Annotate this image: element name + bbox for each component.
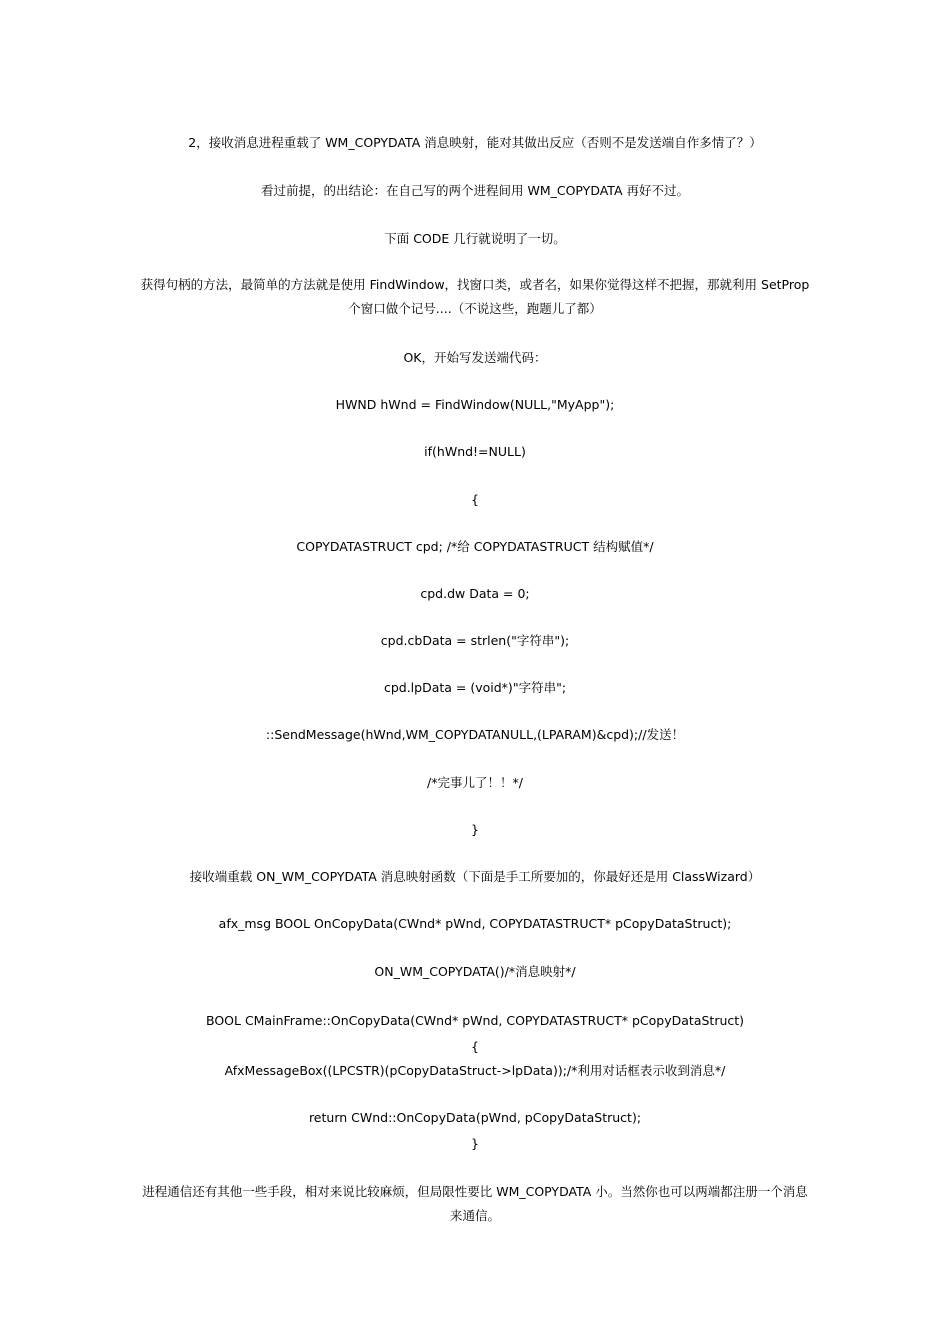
text-paragraph-get-handle: 获得句柄的方法，最简单的方法就是使用 FindWindow，找窗口类，或者名，如果你觉得这样不把握，那就利用 SetProp 个窗口做个记号....（不说这些，跑题儿了都） [140, 276, 810, 316]
text-paragraph-other-methods: 进程通信还有其他一些手段，相对来说比较麻烦，但局限性要比 WM_COPYDATA 小。当然你也可以两端都注册一个消息来通信。 [142, 1183, 808, 1223]
code-line-afxmessagebox: AfxMessageBox((LPCSTR)(pCopyDataStruct->lpData));/*利用对话框表示收到消息*/ [224, 1062, 726, 1078]
code-line-sendmessage: ::SendMessage(hWnd,WM_COPYDATANULL,(LPARAM)&cpd);//发送！ [265, 726, 685, 742]
code-line-cmainframe: BOOL CMainFrame::OnCopyData(CWnd* pWnd, COPYDATASTRUCT* pCopyDataStruct) [205, 1012, 745, 1028]
code-line-lpdata: cpd.lpData = (void*)"字符串"; [383, 679, 567, 695]
code-line-done-comment: /*完事儿了！！*/ [427, 774, 523, 790]
code-line-afx-msg: afx_msg BOOL OnCopyData(CWnd* pWnd, COPYDATASTRUCT* pCopyDataStruct); [218, 915, 732, 931]
text-line-conclusion: 看过前提，的出结论：在自己写的两个进程间用 WM_COPYDATA 再好不过。 [260, 182, 689, 198]
text-line-receiver-overload: 2，接收消息进程重载了 WM_COPYDATA 消息映射，能对其做出反应（否则不是发送端自作多情了？） [188, 134, 762, 150]
text-line-start-sender: OK，开始写发送端代码： [403, 349, 547, 365]
code-line-cbdata: cpd.cbData = strlen("字符串"); [380, 632, 570, 648]
code-line-if: if(hWnd!=NULL) [424, 443, 526, 459]
code-line-findwindow: HWND hWnd = FindWindow(NULL,"MyApp"); [335, 396, 615, 412]
text-line-code-intro: 下面 CODE 几行就说明了一切。 [384, 230, 566, 246]
code-line-copydatastruct: COPYDATASTRUCT cpd; /*给 COPYDATASTRUCT 结构赋值*/ [296, 538, 654, 554]
code-line-dwdata: cpd.dw Data = 0; [420, 585, 530, 601]
code-line-on-wm-copydata: ON_WM_COPYDATA()/*消息映射*/ [374, 963, 576, 979]
text-line-receiver-map: 接收端重载 ON_WM_COPYDATA 消息映射函数（下面是手工所要加的，你最好还是用 ClassWizard） [189, 868, 761, 884]
code-line-return: return CWnd::OnCopyData(pWnd, pCopyDataStruct); [308, 1109, 642, 1125]
code-line-func-open-brace: { [471, 1038, 479, 1054]
code-line-func-close-brace: } [471, 1135, 479, 1151]
code-line-open-brace: { [471, 491, 479, 507]
code-line-close-brace: } [471, 821, 479, 837]
